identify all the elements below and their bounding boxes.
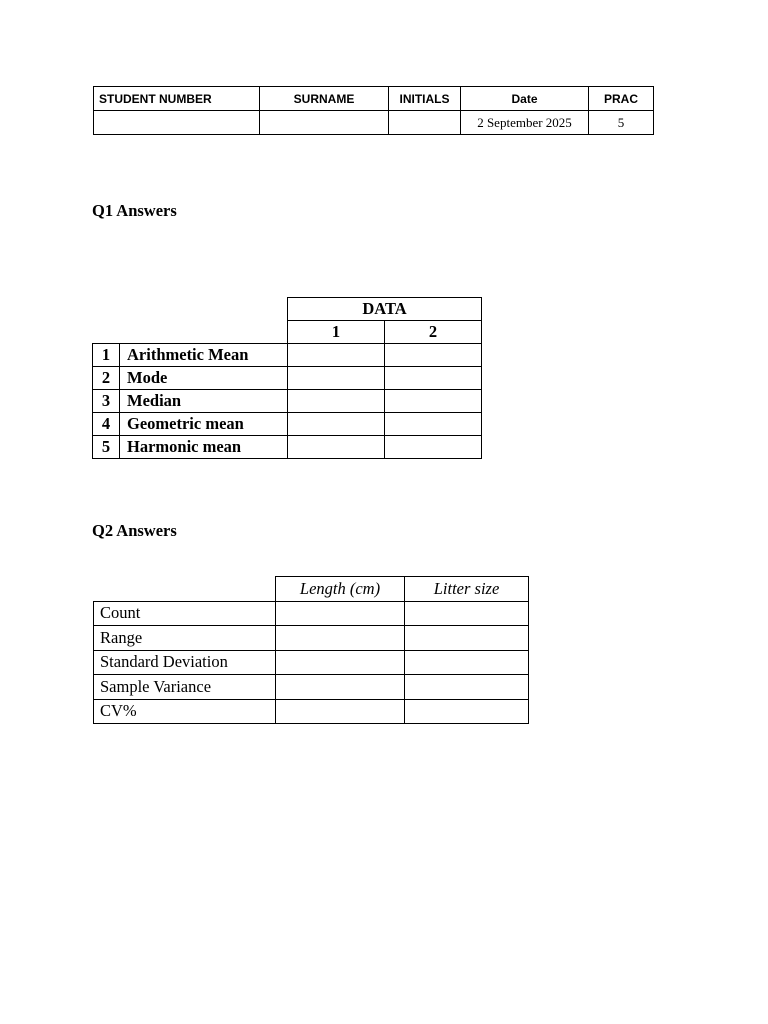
row-label: Arithmetic Mean <box>120 344 288 367</box>
table-row <box>94 650 529 675</box>
table-row <box>94 675 529 700</box>
answer-cell[interactable] <box>385 390 482 413</box>
table-row <box>94 699 529 724</box>
table-row <box>93 390 482 413</box>
row-label: Mode <box>120 367 288 390</box>
answer-cell[interactable] <box>288 367 385 390</box>
answer-cell[interactable] <box>405 675 529 700</box>
answer-cell[interactable] <box>288 413 385 436</box>
table-row <box>93 436 482 459</box>
q1-column-header-row <box>93 321 482 344</box>
q1-heading: Q1 Answers <box>92 201 177 220</box>
answer-cell[interactable] <box>276 626 405 651</box>
answer-cell[interactable] <box>288 344 385 367</box>
q2-column-length: Length (cm) <box>276 577 405 602</box>
answer-cell[interactable] <box>385 367 482 390</box>
q2-column-header-row <box>94 577 529 602</box>
q2-answers-table <box>93 576 529 724</box>
table-row <box>93 367 482 390</box>
table-row <box>93 413 482 436</box>
student-info-value-row <box>94 111 654 135</box>
table-row <box>94 601 529 626</box>
student-info-header-row <box>94 87 654 111</box>
prac-header: PRAC <box>589 87 654 111</box>
answer-cell[interactable] <box>405 650 529 675</box>
q1-data-label-row <box>93 298 482 321</box>
table-row <box>93 344 482 367</box>
q1-column-2: 2 <box>385 321 482 344</box>
row-label: Sample Variance <box>94 675 276 700</box>
answer-cell[interactable] <box>405 601 529 626</box>
surname-header: SURNAME <box>260 87 389 111</box>
answer-cell[interactable] <box>405 626 529 651</box>
answer-cell[interactable] <box>288 436 385 459</box>
row-number: 1 <box>93 344 120 367</box>
initials-header: INITIALS <box>389 87 461 111</box>
student-number-field[interactable] <box>94 111 260 135</box>
q1-data-label: DATA <box>288 298 482 321</box>
row-label: Median <box>120 390 288 413</box>
date-value: 2 September 2025 <box>461 111 589 135</box>
student-number-header: STUDENT NUMBER <box>94 87 260 111</box>
student-info-table <box>93 86 654 135</box>
answer-cell[interactable] <box>276 650 405 675</box>
q2-column-litter-size: Litter size <box>405 577 529 602</box>
answer-cell[interactable] <box>276 601 405 626</box>
q1-column-1: 1 <box>288 321 385 344</box>
row-number: 4 <box>93 413 120 436</box>
answer-cell[interactable] <box>385 344 482 367</box>
row-number: 2 <box>93 367 120 390</box>
answer-cell[interactable] <box>385 413 482 436</box>
date-header: Date <box>461 87 589 111</box>
answer-cell[interactable] <box>385 436 482 459</box>
q2-heading: Q2 Answers <box>92 521 177 540</box>
row-label: Harmonic mean <box>120 436 288 459</box>
row-number: 3 <box>93 390 120 413</box>
row-number: 5 <box>93 436 120 459</box>
row-label: Range <box>94 626 276 651</box>
row-label: Count <box>94 601 276 626</box>
answer-cell[interactable] <box>276 675 405 700</box>
row-label: Standard Deviation <box>94 650 276 675</box>
row-label: Geometric mean <box>120 413 288 436</box>
row-label: CV% <box>94 699 276 724</box>
q1-answers-table <box>92 297 482 459</box>
answer-cell[interactable] <box>276 699 405 724</box>
surname-field[interactable] <box>260 111 389 135</box>
prac-value: 5 <box>589 111 654 135</box>
answer-cell[interactable] <box>405 699 529 724</box>
table-row <box>94 626 529 651</box>
answer-cell[interactable] <box>288 390 385 413</box>
initials-field[interactable] <box>389 111 461 135</box>
